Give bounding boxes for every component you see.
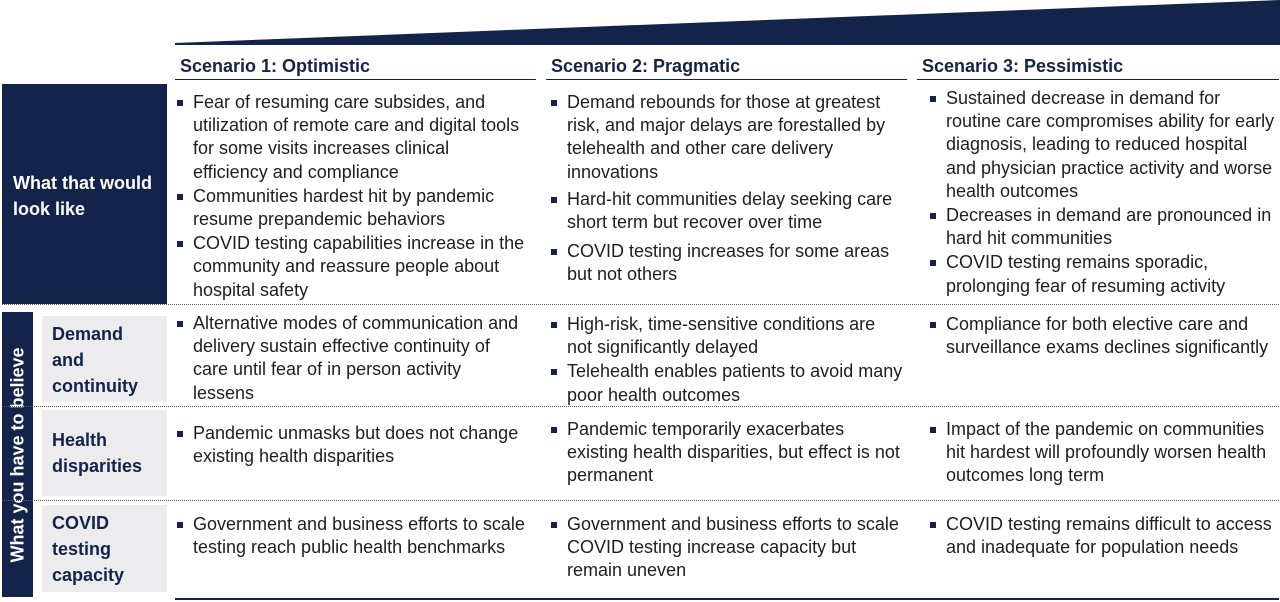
list-item: Compliance for both elective care and surveillance exams declines significantly <box>928 313 1278 359</box>
list-item: Demand rebounds for those at greatest risk, and major delays are forestalled by telehealth and other care delivery innovations <box>549 91 904 184</box>
list-item: Sustained decrease in demand for routine care compromises ability for early diagnosis, leading to reduced hospital and physician practice activity and worse health outcomes <box>928 87 1278 203</box>
list-item: Fear of resuming care subsides, and utilization of remote care and digital tools for some visits increases clinical efficiency and compliance <box>175 91 525 184</box>
list-item: COVID testing increases for some areas but not others <box>549 240 904 286</box>
list-item: High-risk, time-sensitive conditions are not significantly delayed <box>549 313 904 359</box>
scenario-2-header: Scenario 2: Pragmatic <box>546 56 907 80</box>
what-it-would-look-like-label <box>2 84 167 304</box>
cell-demand-s3 <box>928 313 1278 360</box>
list-item: Pandemic temporarily exacerbates existing health disparities, but effect is not permanent <box>549 418 904 488</box>
list-item: Hard-hit communities delay seeking care short term but recover over time <box>549 188 904 234</box>
list-item: Telehealth enables patients to avoid many poor health outcomes <box>549 360 904 406</box>
list-item: Government and business efforts to scale testing reach public health benchmarks <box>175 513 525 559</box>
row-label-covid: COVID testing capacity <box>42 505 167 592</box>
cell-covid-s2 <box>549 513 904 584</box>
list-item: COVID testing remains difficult to access and inadequate for population needs <box>928 513 1278 559</box>
cell-covid-s3 <box>928 513 1278 560</box>
list-item: COVID testing remains sporadic, prolonging fear of resuming activity <box>928 251 1278 297</box>
cell-health-s3 <box>928 418 1278 489</box>
list-item: Alternative modes of communication and delivery sustain effective continuity of care until fear of in person activity lessens <box>175 312 525 405</box>
scenario-3-header: Scenario 3: Pessimistic <box>917 56 1279 80</box>
bottom-rule <box>175 598 1279 600</box>
row-divider <box>2 304 1279 305</box>
list-item: COVID testing capabilities increase in the community and reassure people about hospital safety <box>175 232 525 302</box>
list-item: Government and business efforts to scale COVID testing increase capacity but remain uneven <box>549 513 904 583</box>
list-item: Impact of the pandemic on communities hit hardest will profoundly worsen health outcomes long term <box>928 418 1278 488</box>
scenario-1-header: Scenario 1: Optimistic <box>175 56 536 80</box>
cell-demand-s1 <box>175 312 525 406</box>
row-label-demand: Demand and continuity <box>42 316 167 402</box>
gradient-wedge <box>175 0 1280 45</box>
list-item: Pandemic unmasks but does not change existing health disparities <box>175 422 525 468</box>
believe-label-text: What you have to believe <box>7 346 27 563</box>
cell-what-s2 <box>549 91 904 291</box>
cell-what-s1 <box>175 91 525 303</box>
cell-health-s2 <box>549 418 904 489</box>
list-item: Communities hardest hit by pandemic resume prepandemic behaviors <box>175 185 525 231</box>
row-label-health: Health disparities <box>42 410 167 496</box>
list-item: Decreases in demand are pronounced in hard hit communities <box>928 204 1278 250</box>
cell-health-s1 <box>175 422 525 469</box>
what-label-text: What that would look like <box>13 173 152 219</box>
row-divider <box>2 500 1279 501</box>
cell-covid-s1 <box>175 513 525 560</box>
cell-demand-s2 <box>549 313 904 408</box>
cell-what-s3 <box>928 87 1278 299</box>
what-you-have-to-believe-label <box>2 312 33 597</box>
